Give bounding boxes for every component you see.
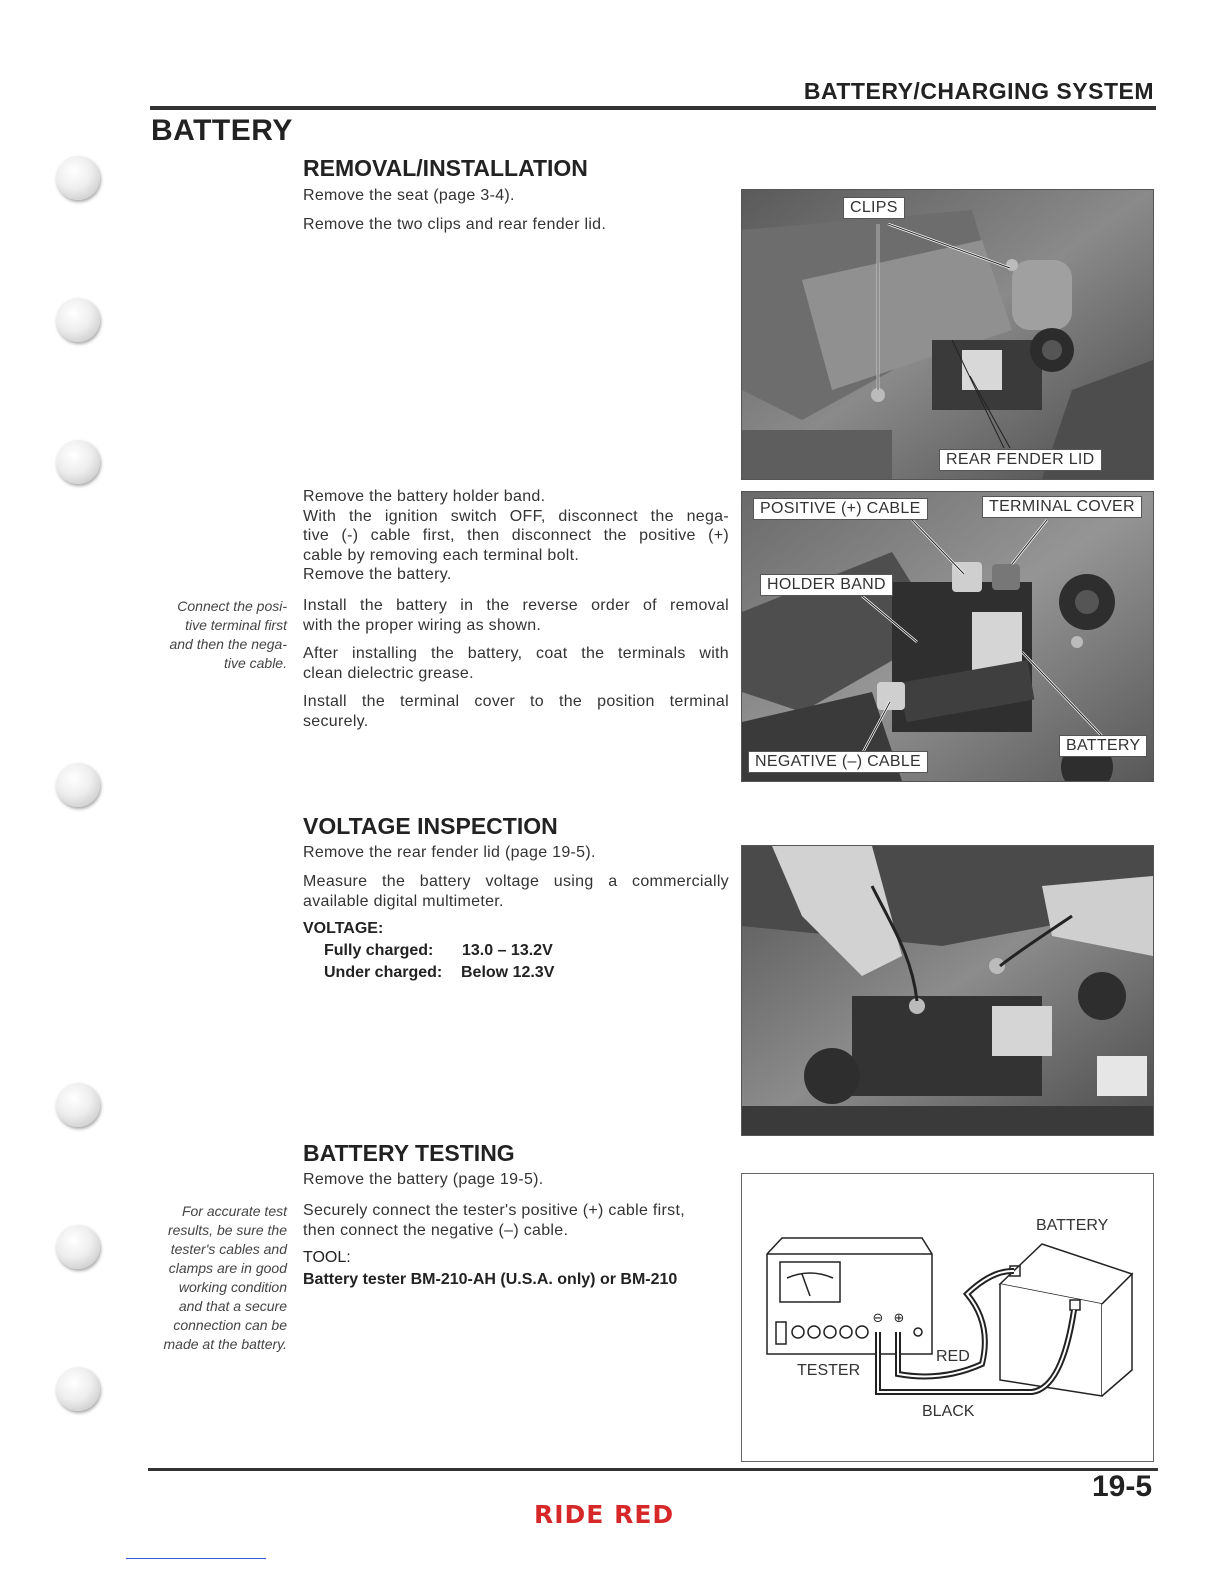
callout-holder-band: HOLDER BAND [760, 574, 893, 596]
side-note-terminals [150, 597, 287, 673]
side-note-tester [142, 1202, 287, 1354]
spec-under-charged-value: Below 12.3V [461, 964, 555, 981]
section-title: BATTERY [151, 114, 293, 147]
binder-hole [56, 156, 100, 200]
callout-negative-cable: NEGATIVE (–) CABLE [748, 751, 928, 773]
text-line: securely. [303, 712, 369, 730]
text-line: Measure the battery voltage using a commercially [303, 873, 729, 890]
text-line: then connect the negative (–) cable. [303, 1221, 569, 1239]
text-line: tive terminal first [185, 617, 287, 633]
callout-positive-cable: POSITIVE (+) CABLE [753, 498, 928, 520]
photo-illustration [742, 846, 1153, 1135]
diagram-drawing [742, 1174, 1153, 1461]
removal-step-seat: Remove the seat (page 3-4). [303, 187, 515, 204]
text-line: tive (-) cable first, then disconnect the positive (+) [303, 527, 729, 544]
removal-heading: REMOVAL/INSTALLATION [303, 155, 588, 181]
binder-hole [56, 298, 100, 342]
text-line: with the proper wiring as shown. [303, 616, 542, 634]
binder-hole [56, 1083, 100, 1127]
callout-battery: BATTERY [1059, 735, 1147, 757]
callout-rear-fender-lid: REAR FENDER LID [939, 449, 1102, 471]
terminal-minus-icon: ⊖ [872, 1311, 884, 1326]
photo-illustration [742, 190, 1153, 479]
diagram-label-tester: TESTER [797, 1362, 861, 1379]
testing-step-connect [303, 1201, 729, 1240]
removal-step-band [303, 487, 729, 585]
text-line: Install the battery in the reverse order of removal [303, 597, 729, 614]
binder-hole [56, 1225, 100, 1269]
text-line: clamps are in good [168, 1260, 287, 1276]
binder-hole [56, 440, 100, 484]
photo-battery-terminals [741, 491, 1154, 782]
text-line: and that a secure [178, 1298, 287, 1314]
text-line: cable by removing each terminal bolt. [303, 546, 580, 564]
binder-hole [56, 763, 100, 807]
binder-hole [56, 1367, 100, 1411]
text-line: For accurate test [181, 1203, 287, 1219]
testing-step-remove: Remove the battery (page 19-5). [303, 1171, 544, 1188]
diagram-label-red: RED [936, 1348, 970, 1365]
removal-step-clips: Remove the two clips and rear fender lid. [303, 216, 607, 233]
text-line: Remove the battery holder band. [303, 488, 546, 505]
spec-under-charged-label: Under charged: [324, 964, 443, 981]
tool-label: TOOL: [303, 1249, 351, 1266]
text-line: Connect the posi- [177, 598, 287, 614]
terminal-plus-icon: ⊕ [893, 1311, 905, 1326]
text-line: Remove the battery. [303, 566, 452, 583]
spec-fully-charged-label: Fully charged: [324, 942, 434, 959]
text-line: Securely connect the tester's positive (+) cable first, [303, 1202, 685, 1219]
voltage-spec-label: VOLTAGE: [303, 920, 384, 937]
diagram-label-black: BLACK [922, 1403, 975, 1420]
footer-link-underline [126, 1558, 266, 1559]
install-step-grease [303, 644, 729, 683]
callout-terminal-cover: TERMINAL COVER [982, 496, 1142, 518]
install-step-order [303, 596, 729, 635]
callout-clips: CLIPS [843, 197, 905, 219]
voltage-step-measure [303, 872, 729, 911]
text-line: tive cable. [223, 655, 287, 671]
text-line: made at the battery. [163, 1336, 287, 1352]
text-line: With the ignition switch OFF, disconnect the nega- [303, 507, 729, 525]
tool-value: Battery tester BM-210-AH (U.S.A. only) or BM-210 [303, 1271, 678, 1288]
header-rule [150, 106, 1156, 110]
photo-voltage-measurement [741, 845, 1154, 1136]
footer-rule [148, 1468, 1158, 1471]
text-line: working condition [178, 1279, 287, 1295]
page-number: 19-5 [1091, 1470, 1152, 1503]
diagram-label-battery: BATTERY [1036, 1217, 1109, 1234]
text-line: and then the nega- [169, 636, 287, 652]
install-step-cover [303, 692, 729, 731]
text-line: connection can be [173, 1317, 287, 1333]
battery-tester-diagram [741, 1173, 1154, 1462]
text-line: tester's cables and [170, 1241, 287, 1257]
running-header: BATTERY/CHARGING SYSTEM [803, 78, 1154, 104]
photo-rear-fender-lid [741, 189, 1154, 480]
text-line: results, be sure the [167, 1222, 287, 1238]
brand-logo: RIDE RED [534, 1500, 675, 1529]
voltage-step-lid: Remove the rear fender lid (page 19-5). [303, 844, 596, 861]
testing-heading: BATTERY TESTING [303, 1140, 515, 1166]
voltage-heading: VOLTAGE INSPECTION [303, 813, 558, 839]
text-line: clean dielectric grease. [303, 664, 474, 682]
text-line: Install the terminal cover to the position terminal [303, 693, 729, 710]
text-line: available digital multimeter. [303, 892, 504, 910]
text-line: After installing the battery, coat the terminals with [303, 645, 729, 662]
spec-fully-charged-value: 13.0 – 13.2V [462, 942, 553, 959]
